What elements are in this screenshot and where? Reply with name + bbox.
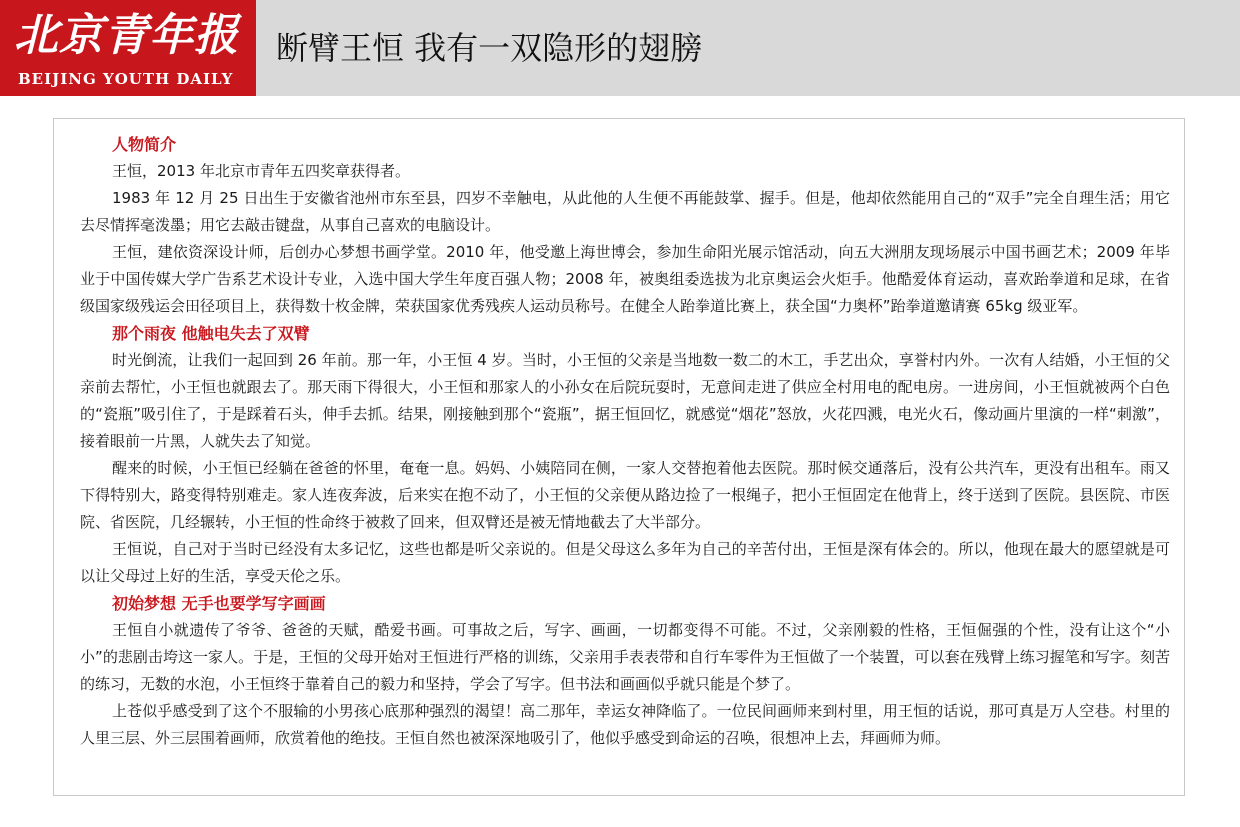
logo-english-name: BEIJING YOUTH DAILY [18, 70, 234, 88]
article-paragraph: 时光倒流，让我们一起回到 26 年前。那一年，小王恒 4 岁。当时，小王恒的父亲是当地数一数二的木工，手艺出众，享誉村内外。一次有人结婚，小王恒的父亲前去帮忙，小王恒也就跟去了。那天雨下得很大，小王恒和那家人的小孙女在后院玩耍时，无意间走进了供应全村用电的配电房。一进房间，小王恒就被两个白色的“瓷瓶”吸引住了，于是踩着石头，伸手去抓。结果，刚接触到那个“瓷瓶”，据王恒回忆，就感觉“烟花”怒放，火花四溅，电光火石，像动画片里演的一样“刺激”，接着眼前一片黑，人就失去了知觉。 [80, 351, 1170, 450]
article-content [80, 131, 1170, 752]
article-paragraph: 王恒，2013 年北京市青年五四奖章获得者。 [112, 162, 410, 180]
article-paragraph: 王恒说，自己对于当时已经没有太多记忆，这些也都是听父亲说的。但是父母这么多年为自己的辛苦付出，王恒是深有体会的。所以，他现在最大的愿望就是可以让父母过上好的生活，享受天伦之乐。 [80, 540, 1170, 585]
logo-chinese-name: 北京青年报 [14, 10, 239, 61]
article-paragraph: 上苍似乎感受到了这个不服输的小男孩心底那种强烈的渴望！高二那年，幸运女神降临了。一位民间画师来到村里，用王恒的话说，那可真是万人空巷。村里的人里三层、外三层围着画师，欣赏着他的绝技。王恒自然也被深深地吸引了，他似乎感受到命运的召唤，很想冲上去，拜画师为师。 [80, 702, 1170, 747]
page-header [0, 0, 1240, 96]
article-paragraph: 王恒，建依资深设计师，后创办心梦想书画学堂。2010 年，他受邀上海世博会，参加生命阳光展示馆活动，向五大洲朋友现场展示中国书画艺术；2009 年毕业于中国传媒大学广告系艺术设计专业，入选中国大学生年度百强人物；2008 年，被奥组委选拔为北京奥运会火炬手。他酷爱体育运动，喜欢跆拳道和足球，在省级国家级残运会田径项目上，获得数十枚金牌，荣获国家优秀残疾人运动员称号。在健全人跆拳道比赛上，获全国“力奥杯”跆拳道邀请赛 65kg 级亚军。 [80, 243, 1170, 315]
article-paragraph: 王恒自小就遗传了爷爷、爸爸的天赋，酷爱书画。可事故之后，写字、画画，一切都变得不可能。不过，父亲刚毅的性格，王恒倔强的个性，没有让这个“小小”的悲剧击垮这一家人。于是，王恒的父母开始对王恒进行严格的训练，父亲用手表表带和自行车零件为王恒做了一个装置，可以套在残臂上练习握笔和写字。刻苦的练习，无数的水泡，小王恒终于靠着自己的毅力和坚持，学会了写字。但书法和画画似乎就只能是个梦了。 [80, 621, 1170, 693]
newspaper-logo [0, 0, 256, 96]
section-heading-rainy-night: 那个雨夜 他触电失去了双臂 [112, 324, 310, 343]
article-paragraph: 醒来的时候，小王恒已经躺在爸爸的怀里，奄奄一息。妈妈、小姨陪同在侧，一家人交替抱着他去医院。那时候交通落后，没有公共汽车，更没有出租车。雨又下得特别大，路变得特别难走。家人连夜奔波，后来实在抱不动了，小王恒的父亲便从路边捡了一根绳子，把小王恒固定在他背上，终于送到了医院。县医院、市医院、省医院，几经辗转，小王恒的性命终于被救了回来，但双臂还是被无情地截去了大半部分。 [80, 459, 1170, 531]
article-box [53, 118, 1185, 796]
section-heading-first-dream: 初始梦想 无手也要学写字画画 [112, 594, 326, 613]
article-paragraph: 1983 年 12 月 25 日出生于安徽省池州市东至县，四岁不幸触电，从此他的人生便不再能鼓掌、握手。但是，他却依然能用自己的“双手”完全自理生活；用它去尽情挥毫泼墨；用它去敲击键盘，从事自己喜欢的电脑设计。 [80, 189, 1170, 234]
section-heading-profile: 人物简介 [112, 135, 177, 154]
page-title: 断臂王恒 我有一双隐形的翅膀 [276, 29, 703, 67]
